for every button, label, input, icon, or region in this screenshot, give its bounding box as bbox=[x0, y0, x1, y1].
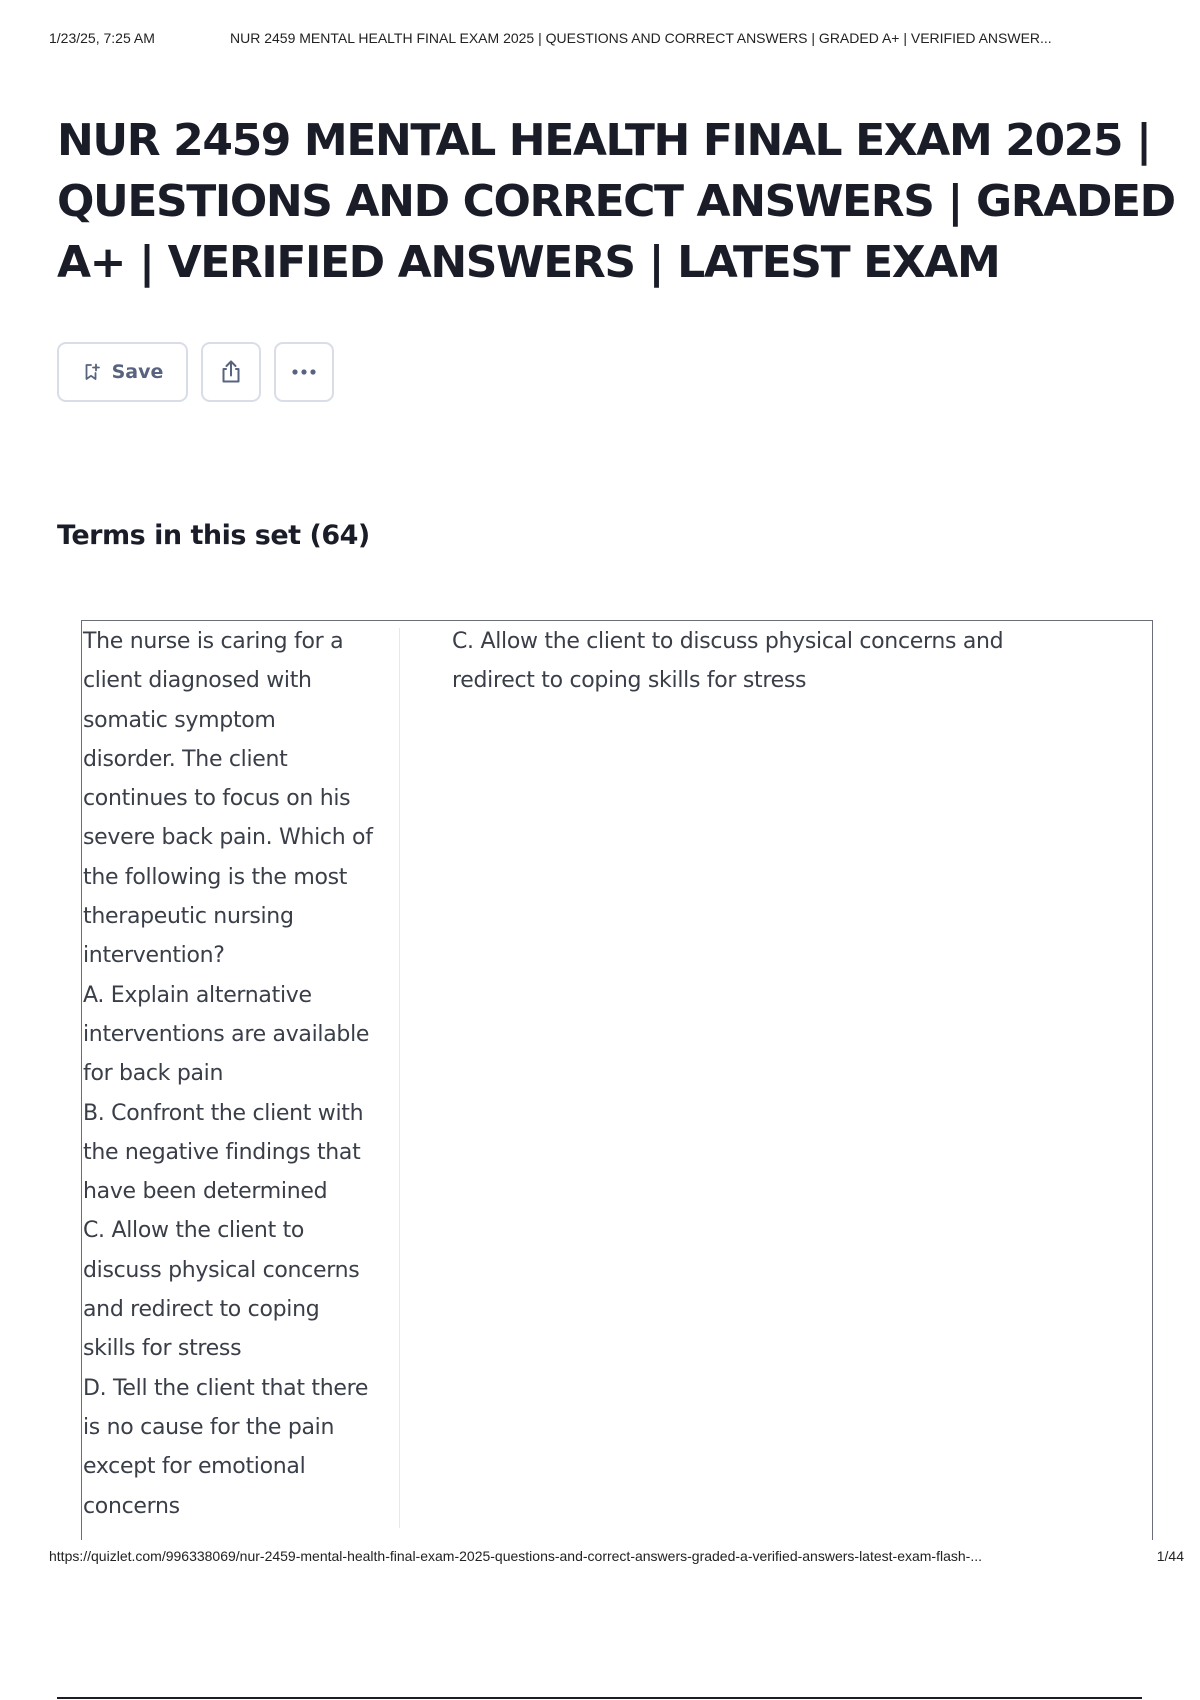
share-icon bbox=[216, 357, 246, 387]
print-footer bbox=[49, 1548, 1184, 1568]
more-horizontal-icon bbox=[289, 367, 319, 377]
divider bbox=[57, 1697, 1142, 1699]
terms-heading: Terms in this set (64) bbox=[57, 520, 370, 551]
more-options-button[interactable] bbox=[274, 342, 334, 402]
save-button-label: Save bbox=[111, 361, 164, 383]
print-document-title: NUR 2459 MENTAL HEALTH FINAL EXAM 2025 | QUESTIONS AND CORRECT ANSWERS | GRADED A+ | VERIFIED ANSWER... bbox=[230, 30, 1052, 46]
page-title: NUR 2459 MENTAL HEALTH FINAL EXAM 2025 | QUESTIONS AND CORRECT ANSWERS | GRADED A+ | VERIFIED ANSWERS | LATEST EXAM bbox=[57, 115, 1175, 288]
print-date: 1/23/25, 7:25 AM bbox=[49, 30, 155, 46]
term-divider bbox=[399, 628, 400, 1528]
print-url: https://quizlet.com/996338069/nur-2459-mental-health-final-exam-2025-questions-and-correct-answers-graded-a-verified-answers-latest-exam-flash-... bbox=[49, 1548, 982, 1564]
share-button[interactable] bbox=[201, 342, 261, 402]
print-header bbox=[49, 30, 1179, 50]
bookmark-add-icon bbox=[82, 362, 102, 382]
term-text: The nurse is caring for a client diagnosed with somatic symptom disorder. The client continues to focus on his severe back pain. Which of the following is the most therapeutic nursing intervention? A. Explain alternative interventions are available for back pain B. Confront the client with the negative findings that have been determined C. Allow the client to discuss physical concerns and redirect to coping skills for stress D. Tell the client that there is no cause for the pain except for emotional concerns bbox=[83, 629, 373, 1519]
definition-text: C. Allow the client to discuss physical concerns and redirect to coping skills for stress bbox=[452, 629, 1004, 694]
page-number: 1/44 bbox=[1156, 1548, 1184, 1564]
save-button[interactable] bbox=[57, 342, 188, 402]
